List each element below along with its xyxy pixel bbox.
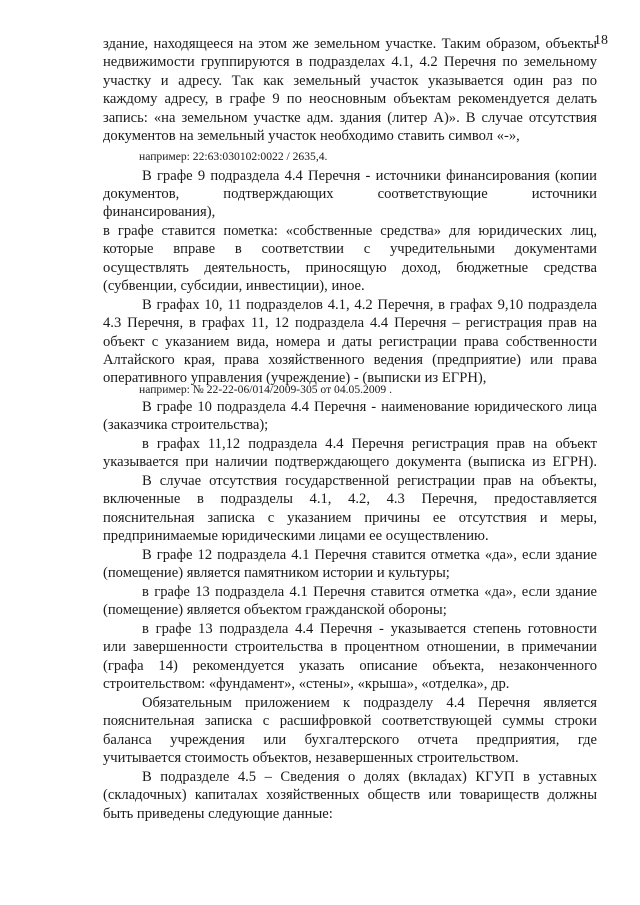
text-line: которые вправе в соответствии с учредительными документами bbox=[103, 241, 597, 257]
text-line: каждому адресу, в графе 9 по неосновным объектам рекомендуется делать bbox=[103, 91, 597, 107]
text-line: указывается при наличии подтверждающего документа (выписка из ЕГРН). bbox=[103, 454, 597, 470]
text-line: быть приведены следующие данные: bbox=[103, 806, 333, 822]
text-line: в графе 13 подраздела 4.4 Перечня - указывается степень готовности bbox=[142, 621, 597, 637]
text-line: или завершенности строительства в процентном отношении, в примечании bbox=[103, 639, 597, 655]
text-line: (складочных) капиталах хозяйственных обществ или товариществ должны bbox=[103, 787, 597, 803]
page-number: 18 bbox=[594, 33, 608, 48]
text-line: Обязательным приложением к подразделу 4.4 Перечня является bbox=[142, 695, 597, 711]
text-line: В случае отсутствия государственной регистрации прав на объекты, bbox=[142, 473, 597, 489]
text-line: участку и адресу. Так как земельный участок указывается один раз по bbox=[103, 73, 597, 89]
text-line: включенные в подразделы 4.1, 4.2, 4.3 Перечня, предоставляется bbox=[103, 491, 597, 507]
text-line: финансирования), bbox=[103, 204, 216, 220]
text-line: 4.3 Перечня, в графах 11, 12 подраздела 4.4 Перечня – регистрация прав на bbox=[103, 315, 597, 331]
text-line: Алтайского края, права хозяйственного ведения (предприятие) или права bbox=[103, 352, 597, 368]
text-line: В графах 10, 11 подразделов 4.1, 4.2 Перечня, в графах 9,10 подраздела bbox=[142, 297, 597, 313]
text-line: В графе 9 подраздела 4.4 Перечня - источники финансирования (копии bbox=[142, 168, 597, 184]
text-line: документов, подтверждающих соответствующие источники bbox=[103, 186, 597, 202]
text-line: (помещение) является памятником истории и культуры; bbox=[103, 565, 450, 581]
text-line: объект с указанием вида, номера и даты регистрации права собственности bbox=[103, 334, 597, 350]
text-line: предпринимаемые юридическими лицами ее осуществлению. bbox=[103, 528, 489, 544]
handwritten-example-line: например: 22:63:030102:0022 / 2635,4. bbox=[139, 150, 328, 163]
handwritten-example-line: например: № 22-22-06/014/2009-305 от 04.05.2009 . bbox=[139, 383, 393, 396]
text-line: пояснительная записка с указанием причины ее отсутствия и меры, bbox=[103, 510, 597, 526]
text-line: в графе 13 подраздела 4.1 Перечня ставится отметка «да», если здание bbox=[142, 584, 597, 600]
text-line: В графе 10 подраздела 4.4 Перечня - наименование юридического лица bbox=[142, 399, 597, 415]
text-line: учитывается стоимость объектов, незавершенных строительством. bbox=[103, 750, 519, 766]
text-line: баланса учреждения или бухгалтерского отчета предприятия, где bbox=[103, 732, 597, 748]
text-line: (субвенции, субсидии, инвестиции), иное. bbox=[103, 278, 365, 294]
text-line: документов на земельный участок необходимо ставить символ «-», bbox=[103, 128, 520, 144]
text-line: запись: «на земельном участке адм. здания (литер А)». В случае отсутствия bbox=[103, 110, 597, 126]
text-line: (помещение) является объектом гражданской обороны; bbox=[103, 602, 447, 618]
text-line: здание, находящееся на этом же земельном участке. Таким образом, объекты bbox=[103, 36, 597, 52]
text-line: осуществлять деятельность, приносящую доход, бюджетные средства bbox=[103, 260, 597, 276]
text-line: в графах 11,12 подраздела 4.4 Перечня регистрация прав на объект bbox=[142, 436, 597, 452]
text-line: недвижимости группируются в подразделах 4.1, 4.2 Перечня по земельному bbox=[103, 54, 597, 70]
text-line: В подразделе 4.5 – Сведения о долях (вкладах) КГУП в уставных bbox=[142, 769, 597, 785]
text-line: в графе ставится пометка: «собственные средства» для юридических лиц, bbox=[103, 223, 597, 239]
text-line: (заказчика строительства); bbox=[103, 417, 269, 433]
text-line: строительством: «фундамент», «стены», «крыша», «отделка», др. bbox=[103, 676, 510, 692]
text-line: оперативного управления (учреждение) - (выписки из ЕГРН), bbox=[103, 370, 487, 386]
text-line: пояснительная записка с расшифровкой соответствующей суммы строки bbox=[103, 713, 597, 729]
text-line: (графа 14) рекомендуется указать описание объекта, незаконченного bbox=[103, 658, 597, 674]
text-line: В графе 12 подраздела 4.1 Перечня ставится отметка «да», если здание bbox=[142, 547, 597, 563]
